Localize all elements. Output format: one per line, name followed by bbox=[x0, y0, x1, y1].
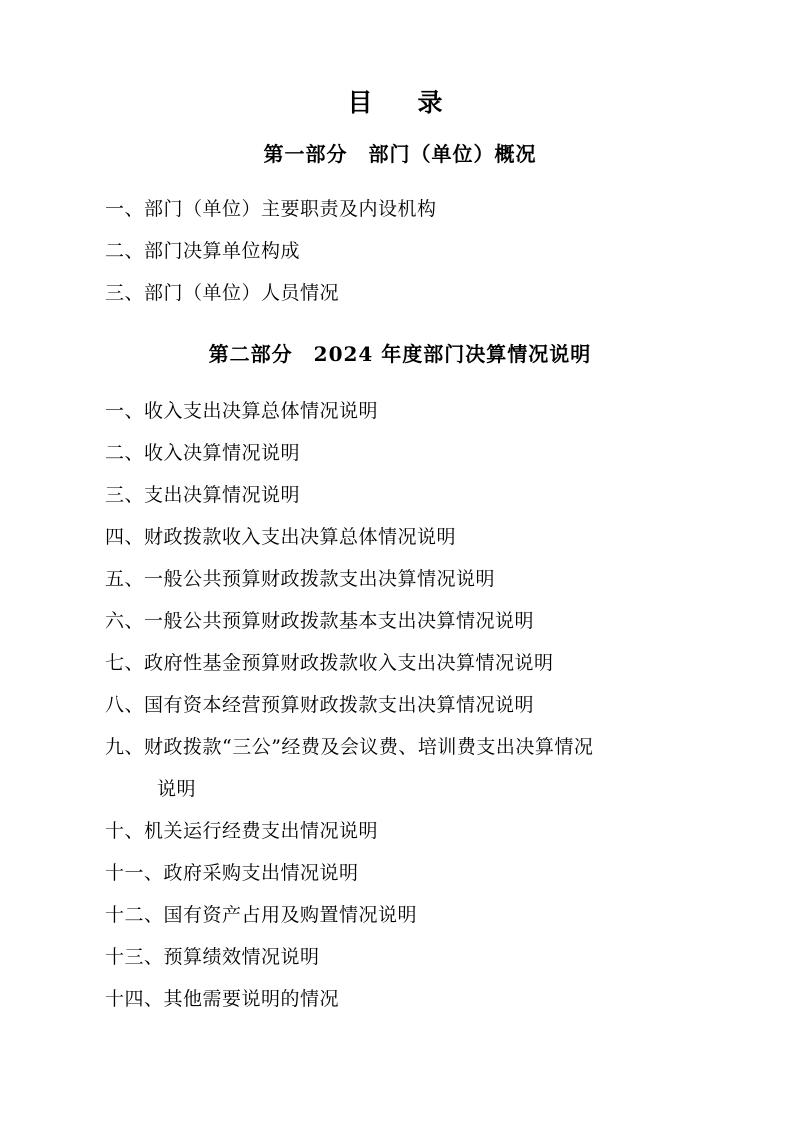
page-title: 目 录 bbox=[347, 88, 453, 117]
toc-entry: 十、机关运行经费支出情况说明 bbox=[105, 820, 379, 842]
toc-entry: 十一、政府采购支出情况说明 bbox=[105, 862, 359, 884]
toc-entry: 一、收入支出决算总体情况说明 bbox=[105, 400, 379, 422]
toc-entry: 一、部门（单位）主要职责及内设机构 bbox=[105, 198, 437, 220]
toc-entry: 二、部门决算单位构成 bbox=[105, 240, 301, 262]
toc-entry: 四、财政拨款收入支出决算总体情况说明 bbox=[105, 526, 457, 548]
toc-entry: 十四、其他需要说明的情况 bbox=[105, 988, 340, 1010]
part-heading-one: 第一部分 部门（单位）概况 bbox=[263, 142, 537, 166]
toc-entry: 八、国有资本经营预算财政拨款支出决算情况说明 bbox=[105, 694, 535, 716]
toc-entry: 九、财政拨款“三公”经费及会议费、培训费支出决算情况 bbox=[105, 736, 594, 758]
toc-entry-continuation: 说明 bbox=[157, 778, 197, 800]
part-heading-two: 第二部分 2024 年度部门决算情况说明 bbox=[208, 342, 592, 366]
toc-entry: 三、部门（单位）人员情况 bbox=[105, 282, 340, 304]
toc-entry: 七、政府性基金预算财政拨款收入支出决算情况说明 bbox=[105, 652, 554, 674]
toc-entry: 六、一般公共预算财政拨款基本支出决算情况说明 bbox=[105, 610, 535, 632]
toc-entry: 十三、预算绩效情况说明 bbox=[105, 946, 320, 968]
toc-entry: 十二、国有资产占用及购置情况说明 bbox=[105, 904, 418, 926]
toc-entry: 二、收入决算情况说明 bbox=[105, 442, 301, 464]
toc-entry: 三、支出决算情况说明 bbox=[105, 484, 301, 506]
toc-content bbox=[105, 88, 695, 1020]
toc-entry: 五、一般公共预算财政拨款支出决算情况说明 bbox=[105, 568, 496, 590]
